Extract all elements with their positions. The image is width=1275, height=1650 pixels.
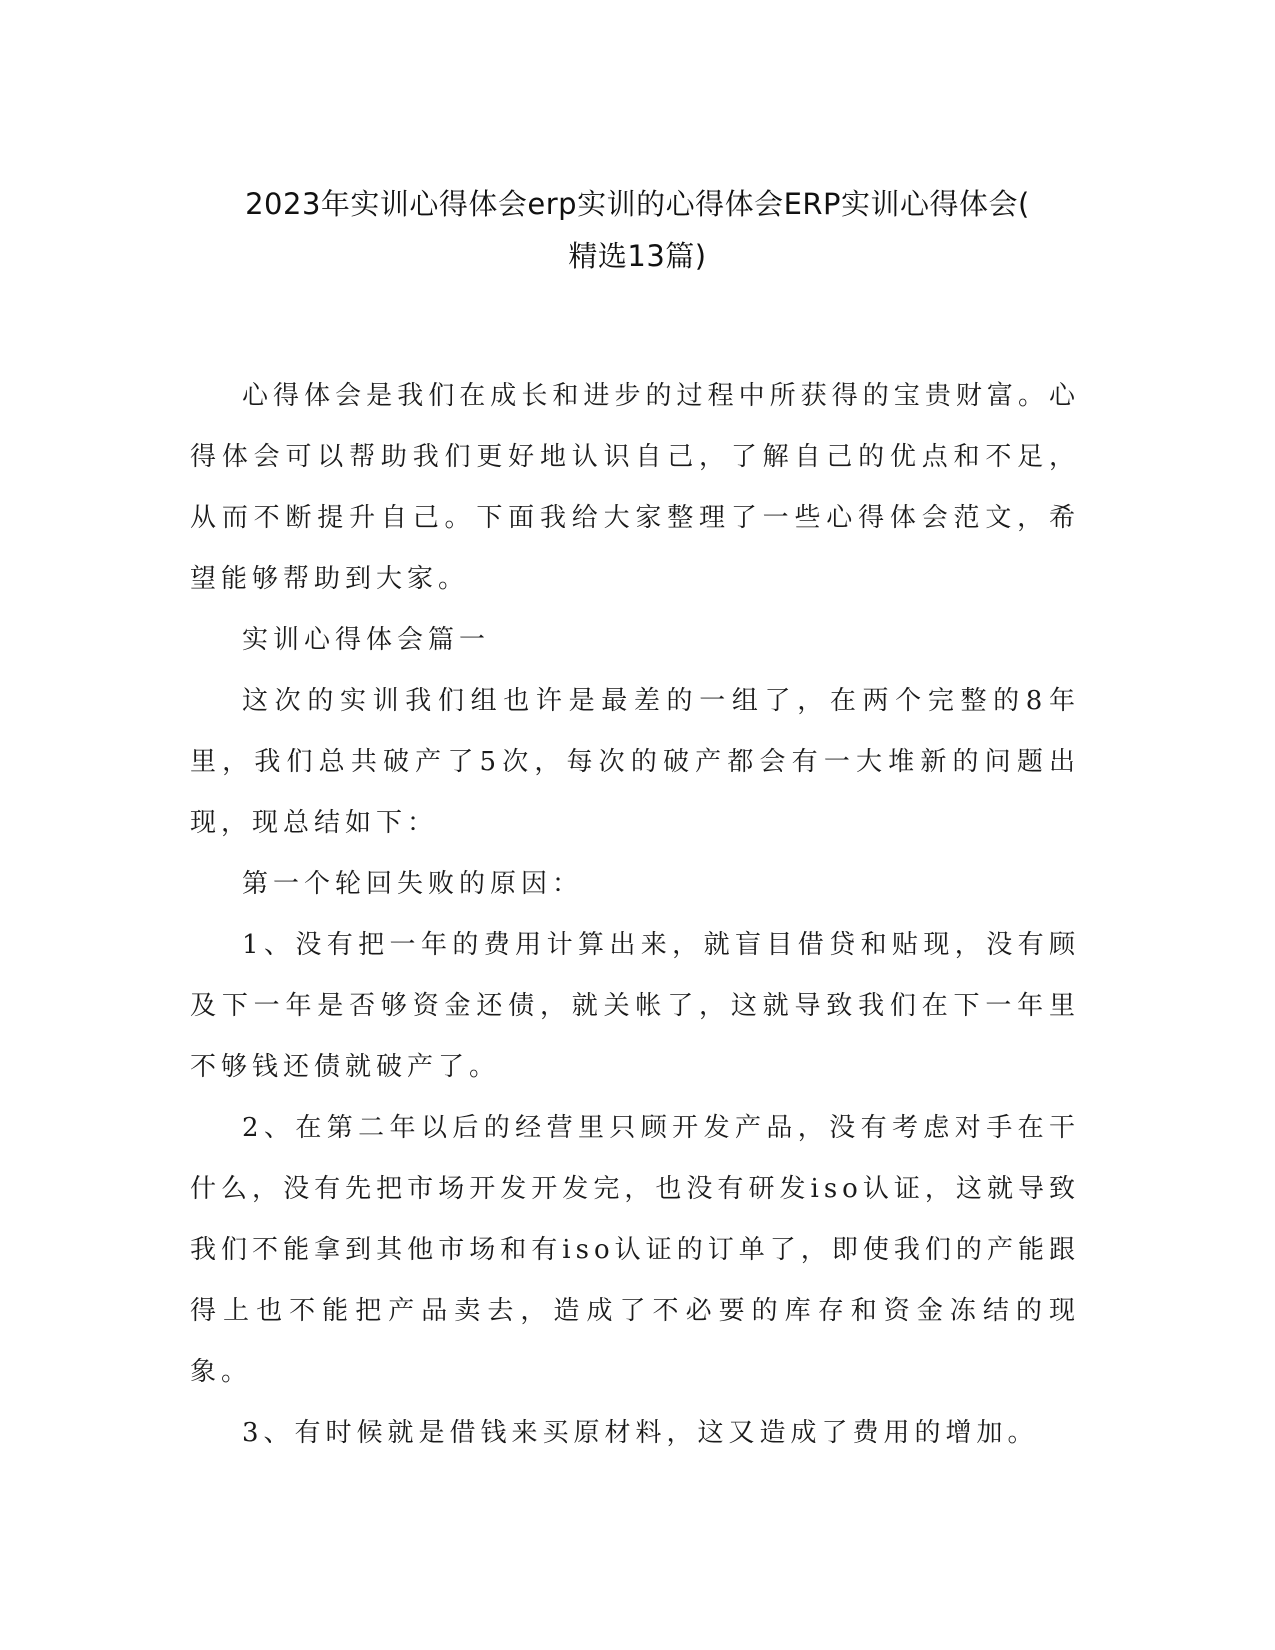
body-paragraph: 这次的实训我们组也许是最差的一组了，在两个完整的8年里，我们总共破产了5次，每次的破产都会有一大堆新的问题出现，现总结如下： (190, 686, 1080, 838)
intro-paragraph: 心得体会是我们在成长和进步的过程中所获得的宝贵财富。心得体会可以帮助我们更好地认识自己，了解自己的优点和不足，从而不断提升自己。下面我给大家整理了一些心得体会范文，希望能够帮助到大家。 (190, 381, 1080, 594)
list-item-3: 3、有时候就是借钱来买原材料，这又造成了费用的增加。 (242, 1418, 1039, 1448)
title-line-2: 精选13篇) (568, 239, 707, 273)
document-body (190, 366, 1080, 1464)
document-title (150, 178, 1125, 282)
list-item-2: 2、在第二年以后的经营里只顾开发产品，没有考虑对手在干什么，没有先把市场开发开发完，也没有研发iso认证，这就导致我们不能拿到其他市场和有iso认证的订单了，即使我们的产能跟得上也不能把产品卖去，造成了不必要的库存和资金冻结的现象。 (190, 1113, 1080, 1387)
subsection-heading: 第一个轮回失败的原因： (242, 869, 584, 899)
title-line-1: 2023年实训心得体会erp实训的心得体会ERP实训心得体会( (245, 187, 1030, 221)
section-heading: 实训心得体会篇一 (242, 625, 491, 655)
list-item-1: 1、没有把一年的费用计算出来，就盲目借贷和贴现，没有顾及下一年是否够资金还债，就关帐了，这就导致我们在下一年里不够钱还债就破产了。 (190, 930, 1080, 1082)
